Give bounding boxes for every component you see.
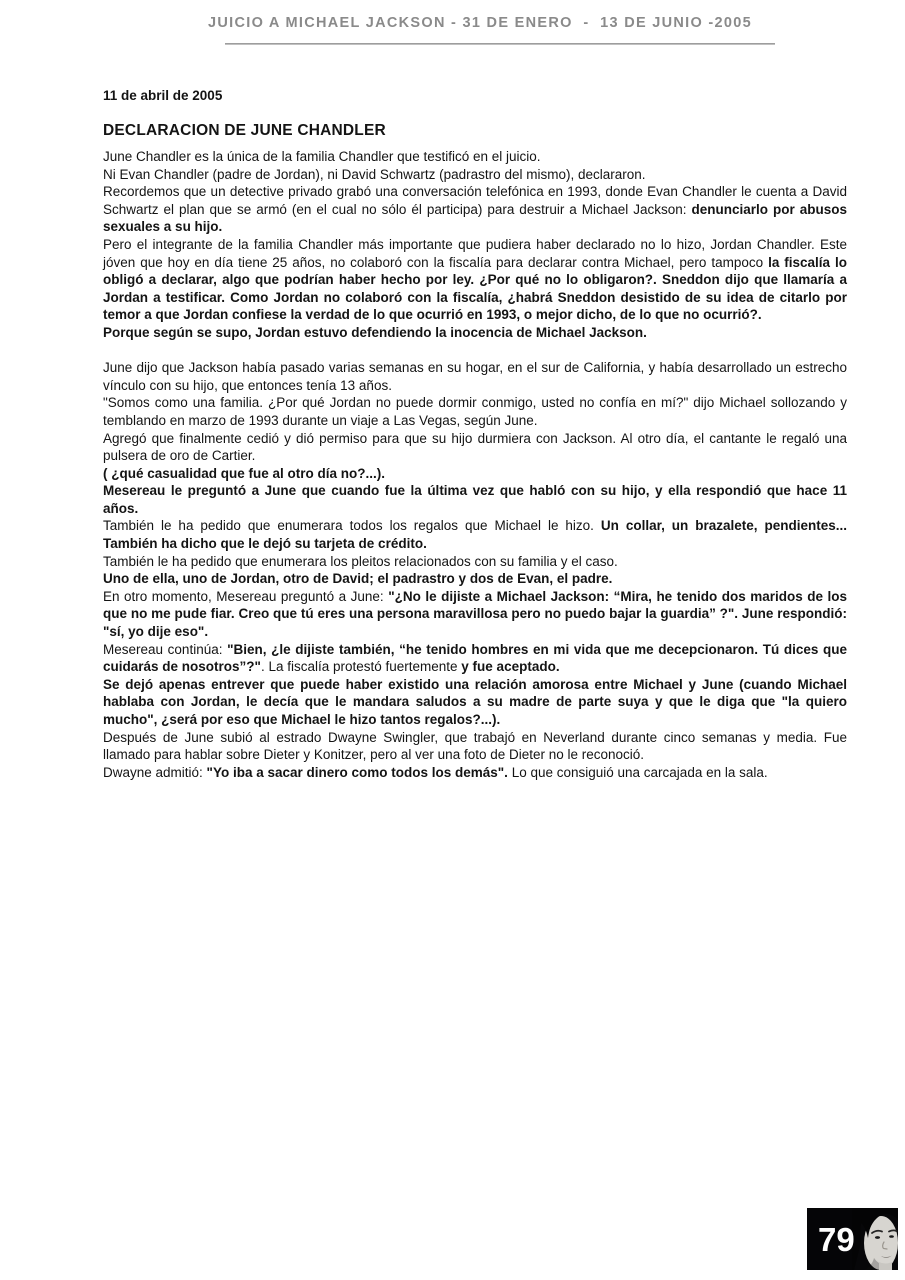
paragraph	[103, 430, 847, 465]
paragraph-spacer	[103, 342, 847, 360]
header-rule	[225, 43, 775, 45]
text-run: "Somos como una familia. ¿Por qué Jordan no puede dormir conmigo, usted no confía en mí?" dijo Michael sollozando y temblando en marzo de 1993 durante un viaje a Las Vegas, según June.	[103, 395, 847, 428]
text-run: También le ha pedido que enumerara los pleitos relacionados con su familia y el caso.	[103, 553, 618, 569]
document-date: 11 de abril de 2005	[103, 88, 223, 103]
text-run-bold: Uno de ella, uno de Jordan, otro de David; el padrastro y dos de Evan, el padre.	[103, 571, 613, 587]
text-run: Mesereau continúa:	[103, 641, 228, 657]
text-run-bold: y fue aceptado.	[461, 659, 560, 675]
text-run-bold: Mesereau le preguntó a June que cuando fue la última vez que habló con su hijo, y ella respondió que hace 11 años.	[103, 483, 847, 516]
paragraph	[103, 183, 847, 236]
michael-jackson-photo	[852, 1208, 898, 1270]
paragraph	[103, 148, 847, 166]
paragraph	[103, 588, 847, 641]
paragraph	[103, 570, 847, 588]
text-run: Ni Evan Chandler (padre de Jordan), ni David Schwartz (padrastro del mismo), declararon.	[103, 166, 646, 182]
text-run: Recordemos que un detective privado grabó una conversación telefónica en 1993, donde Evan Chandler le cuenta a David Schwartz el plan que se armó (en el cual no sólo él participa) para destruir a Michael Jackson:	[103, 184, 847, 217]
paragraph	[103, 166, 847, 184]
text-run: Agregó que finalmente cedió y dió permiso para que su hijo durmiera con Jackson. Al otro día, el cantante le regaló una pulsera de oro de Cartier.	[103, 430, 847, 464]
paragraph	[103, 465, 847, 483]
text-run: . La fiscalía protestó fuertemente	[260, 659, 462, 675]
text-run-bold: "Bien, ¿le dijiste también, “he tenido hombres en mi vida que me decepcionaron. Tú dices que cuidarás de nosotros”?"	[103, 641, 847, 675]
page-number: 79	[818, 1220, 855, 1258]
paragraph	[103, 676, 847, 729]
page-header	[55, 14, 905, 32]
paragraph	[103, 482, 847, 517]
text-run-bold: ( ¿qué casualidad que fue al otro día no?...).	[103, 465, 386, 481]
text-run-bold: "Yo iba a sacar dinero como todos los demás".	[206, 764, 508, 780]
text-run-bold: Un collar, un brazalete, pendientes... También ha dicho que le dejó su tarjeta de crédito.	[103, 518, 847, 552]
section-title: DECLARACION DE JUNE CHANDLER	[103, 122, 386, 139]
text-run: Pero el integrante de la familia Chandler más importante que pudiera haber declarado no lo hizo, Jordan Chandler. Este jóven que hoy en día tiene 25 años, no colaboró con la fiscalía para declarar contra Michael, pero tampoco	[103, 236, 847, 270]
document-body	[103, 88, 847, 781]
text-run: Después de June subió al estrado Dwayne Swingler, que trabajó en Neverland durante cinco semanas y media. Fue llamado para hablar sobre Dieter y Konitzer, pero al ver una foto de Dieter no le reconoció.	[103, 729, 847, 763]
text-run: También le ha pedido que enumerara todos los regalos que Michael le hizo.	[103, 518, 601, 534]
paragraph	[103, 641, 847, 676]
paragraph	[103, 324, 847, 342]
paragraph	[103, 553, 847, 571]
text-run-bold: denunciarlo por abusos sexuales a su hijo.	[103, 201, 847, 235]
paragraph	[103, 236, 847, 324]
paragraph	[103, 394, 847, 429]
paragraph	[103, 729, 847, 764]
paragraphs-container	[103, 148, 847, 781]
header-title: JUICIO A MICHAEL JACKSON - 31 DE ENERO - 13 DE JUNIO -2005	[208, 15, 752, 31]
text-run: June dijo que Jackson había pasado varias semanas en su hogar, en el sur de California, y había desarrollado un estrecho vínculo con su hijo, que entonces tenía 13 años.	[103, 360, 847, 393]
text-run: June Chandler es la única de la familia Chandler que testificó en el juicio.	[103, 149, 541, 164]
paragraph	[103, 764, 847, 782]
page-number-badge	[807, 1208, 898, 1270]
paragraph	[103, 359, 847, 394]
text-run: Lo que consiguió una carcajada en la sala.	[507, 764, 768, 780]
text-run-bold: "¿No le dijiste a Michael Jackson: “Mira, he tenido dos maridos de los que no me pude fiar. Creo que tú eres una persona maravillosa pero no puedo bajar la guardia” ?". June respondió: "sí, yo dije eso".	[103, 588, 847, 640]
text-run-bold: Porque según se supo, Jordan estuvo defendiendo la inocencia de Michael Jackson.	[103, 324, 647, 340]
text-run: En otro momento, Mesereau preguntó a June:	[103, 588, 389, 604]
text-run-bold: Se dejó apenas entrever que puede haber existido una relación amorosa entre Michael y June (cuando Michael hablaba con Jordan, le decía que le mandara saludos a su madre de parte suya y que le diga que "la quiero mucho", ¿será por eso que Michael le hizo tantos regalos?...).	[103, 676, 847, 727]
text-run: Dwayne admitió:	[103, 764, 207, 780]
paragraph	[103, 517, 847, 552]
text-run-bold: la fiscalía lo obligó a declarar, algo que podrían haber hecho por ley. ¿Por qué no lo obligaron?. Sneddon dijo que llamaría a Jordan a testificar. Como Jordan no colaboró con la fiscalía, ¿habrá Sneddon desistido de su idea de citarlo por temor a que Jordan confiese la verdad de lo que ocurrió en 1993, o mejor dicho, de lo que no ocurrió?.	[103, 254, 847, 323]
